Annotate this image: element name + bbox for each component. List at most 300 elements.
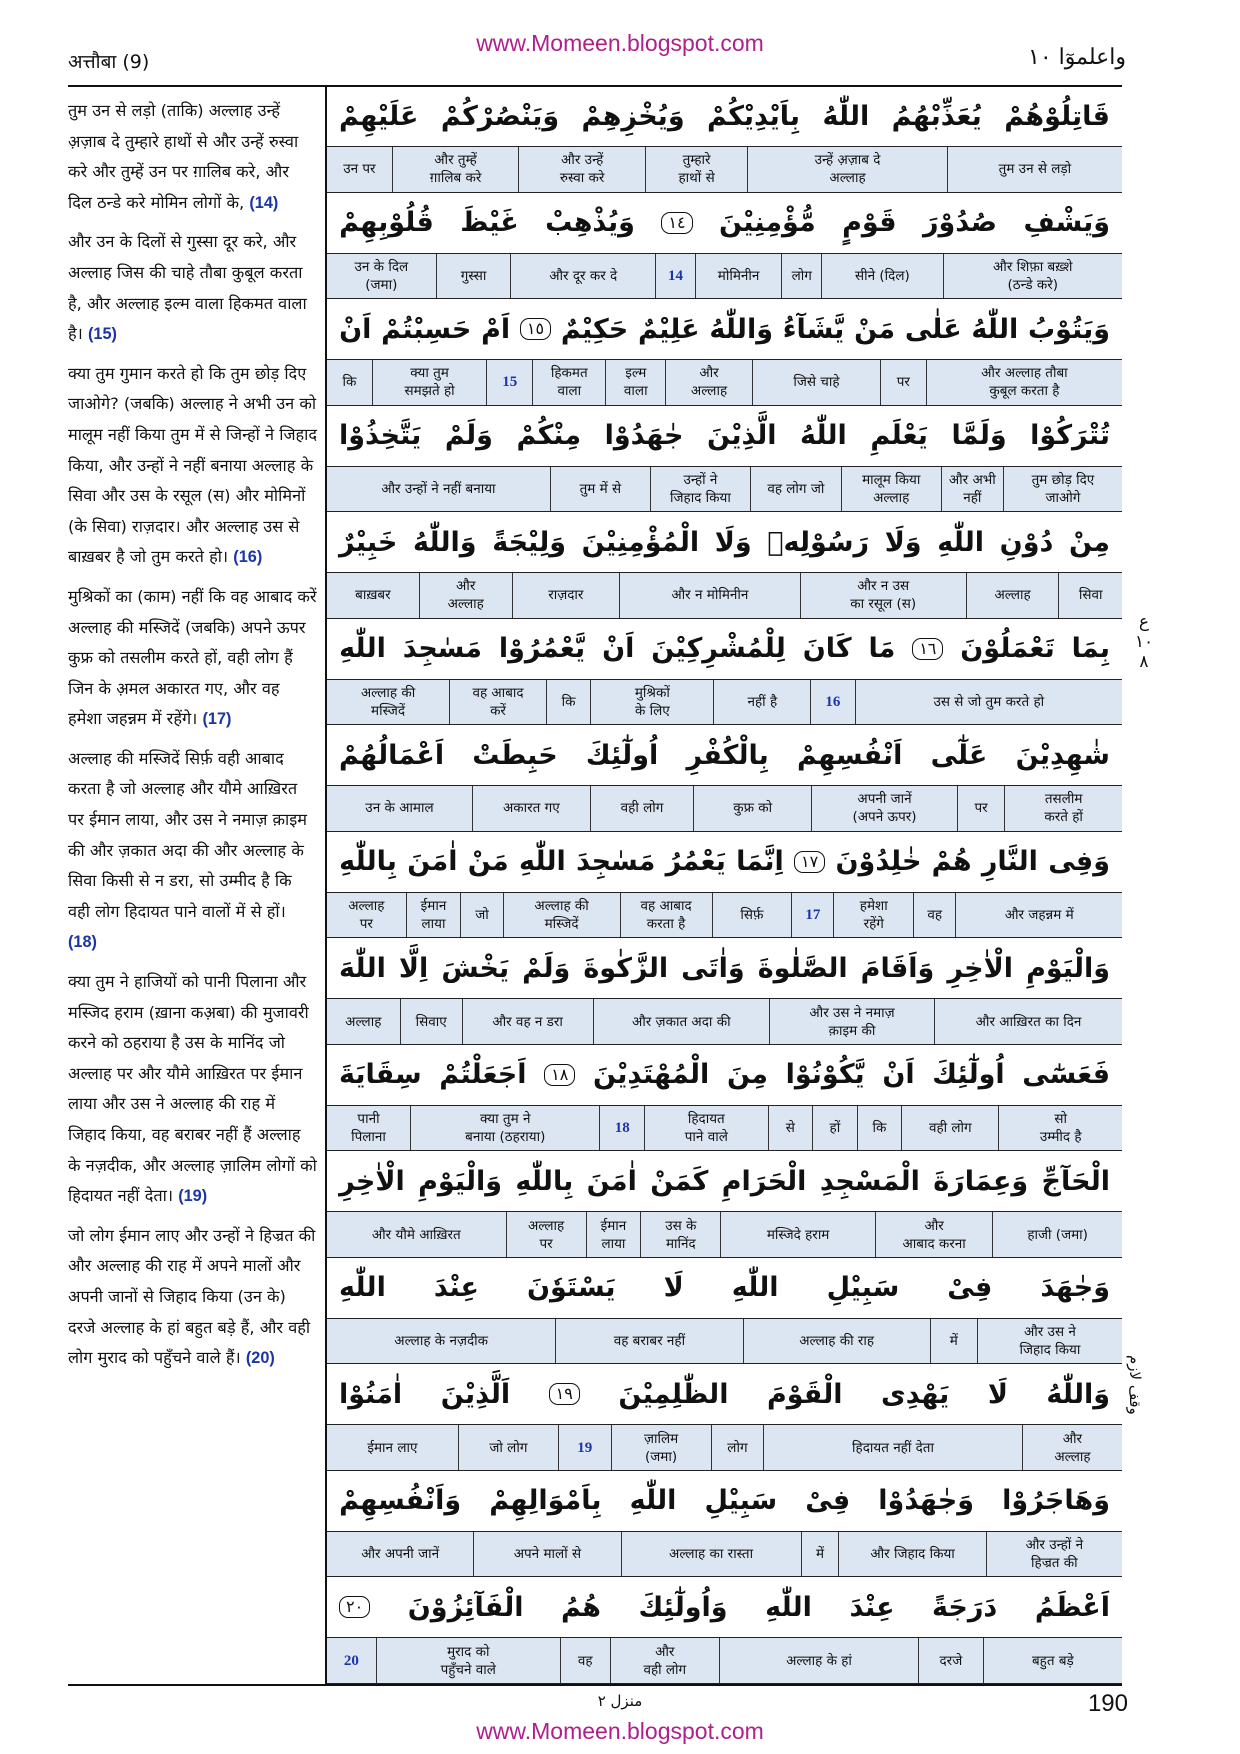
arabic-line bbox=[327, 1045, 1122, 1105]
arabic-word: كَمَنْ bbox=[650, 1165, 709, 1197]
translation-cell: और न मोमिनीन bbox=[619, 573, 800, 618]
translation-cell: और आबाद करना bbox=[875, 1212, 992, 1257]
arabic-word: فِىْ bbox=[947, 1272, 993, 1304]
word-translation-row bbox=[327, 998, 1122, 1045]
translation-cell: और अल्लाह bbox=[665, 360, 752, 405]
arabic-line bbox=[327, 512, 1122, 572]
translation-cell: लोग bbox=[711, 1425, 764, 1470]
arabic-line bbox=[327, 1151, 1122, 1211]
translation-text: क्या तुम गुमान करते हो कि तुम छोड़ दिए जाओगे? (जबकि) अल्लाह ने अभी उन को मालूम नहीं किया तुम में से जिन्हों ने जिहाद किया, और उन्हों ने नहीं बनाया अल्लाह के सिवा और उस के रसूल (स) और मोमिनों (के सिवा) राज़दार। और अल्लाह उस से बाख़बर है जो तुम करते हो। bbox=[68, 363, 318, 567]
translation-cell: अल्लाह की मस्जिदें bbox=[503, 893, 620, 938]
translation-cell: से bbox=[768, 1106, 813, 1151]
arabic-word: عِنْدَ bbox=[433, 1272, 479, 1304]
arabic-word: اللّٰهُ bbox=[971, 313, 1019, 345]
verse-number: (20) bbox=[245, 1349, 275, 1368]
translation-paragraph bbox=[68, 1221, 318, 1374]
translation-cell: और उन्हें रुस्वा करे bbox=[518, 147, 645, 192]
arabic-word: الَّذِيْنَ bbox=[707, 420, 777, 452]
arabic-word: اُولٰٓئِكَ bbox=[932, 1059, 1005, 1091]
translation-cell: अल्लाह के हां bbox=[719, 1638, 918, 1683]
arabic-word: وَيَشْفِ bbox=[1023, 207, 1110, 239]
arabic-word: حَكِيْمٌ bbox=[560, 313, 629, 345]
translation-cell: सिवा bbox=[1058, 573, 1122, 618]
translation-cell: अल्लाह पर bbox=[506, 1212, 586, 1257]
verse-line-block bbox=[327, 299, 1122, 406]
arabic-word: وَيَتُوْبُ bbox=[1027, 313, 1110, 345]
translation-cell: हिदायत पाने वाले bbox=[644, 1106, 768, 1151]
arabic-word: اللّٰهُ bbox=[800, 420, 847, 452]
arabic-word: يَعْمُرُ bbox=[665, 846, 726, 878]
verse-line-block bbox=[327, 1577, 1122, 1684]
arabic-word: وَالْيَوْمِ bbox=[418, 1165, 503, 1197]
arabic-word: عَلَيْهِمْ bbox=[339, 100, 419, 132]
arabic-line bbox=[327, 1364, 1122, 1424]
translation-cell: और ज़कात अदा की bbox=[593, 999, 770, 1044]
arabic-word: خَبِيْرٌ bbox=[339, 526, 398, 558]
word-translation-row bbox=[327, 1531, 1122, 1578]
translation-cell: ज़ालिम (जमा) bbox=[611, 1425, 711, 1470]
translation-cell: अल्लाह के नज़दीक bbox=[394, 1333, 488, 1350]
translation-cell: उस से जो तुम करते हो bbox=[855, 680, 1122, 725]
translation-column bbox=[68, 96, 318, 1383]
verse-line-block bbox=[327, 832, 1122, 939]
arabic-word: الْقَوْمَ bbox=[766, 1378, 843, 1410]
arabic-word: وَاَقَامَ bbox=[860, 952, 935, 984]
arabic-word: يَخْشَ bbox=[441, 952, 510, 984]
translation-cell: वही लोग bbox=[901, 1106, 998, 1151]
verse-number: (14) bbox=[249, 193, 279, 212]
arabic-word: وَلَمَّا bbox=[951, 420, 1007, 452]
arabic-word: الظّٰلِمِيْنَ bbox=[618, 1378, 729, 1410]
verse-line-block bbox=[327, 1471, 1122, 1578]
arabic-line bbox=[327, 299, 1122, 359]
translation-cell: उस के मानिंद bbox=[640, 1212, 720, 1257]
arabic-word: عِنْدَ bbox=[849, 1591, 895, 1623]
translation-cell: ईमान लाया bbox=[586, 1212, 641, 1257]
translation-cell: हाजी (जमा) bbox=[992, 1212, 1122, 1257]
arabic-word: يَتَّخِذُوْا bbox=[339, 420, 422, 452]
arabic-line bbox=[327, 1471, 1122, 1531]
translation-cell: और जिहाद किया bbox=[838, 1532, 985, 1577]
word-translation-row bbox=[327, 466, 1122, 513]
translation-cell: उन पर bbox=[343, 161, 376, 178]
arabic-word: اَنْ bbox=[882, 1059, 915, 1091]
arabic-word: وَلَمْ bbox=[444, 420, 493, 452]
word-translation-row bbox=[327, 359, 1122, 406]
arabic-word: اَنْ bbox=[602, 633, 635, 665]
translation-cell: उन के दिल (जमा) bbox=[354, 258, 409, 293]
translation-cell: और उन्हों ने हिज्रत की bbox=[986, 1532, 1122, 1577]
translation-cell: क्या तुम समझते हो bbox=[372, 360, 486, 405]
arabic-word: وَلَا bbox=[714, 526, 752, 558]
word-translation-row bbox=[327, 253, 1122, 300]
translation-cell: अपने मालों से bbox=[473, 1532, 620, 1577]
arabic-word: وَجٰهَدُوْا bbox=[878, 1485, 974, 1517]
arabic-word: اَلَّذِيْنَ bbox=[440, 1378, 511, 1410]
arabic-word: مَنْ bbox=[467, 846, 509, 878]
word-translation-row bbox=[327, 892, 1122, 939]
arabic-word: اِلَّا bbox=[398, 952, 429, 984]
arabic-word: اللّٰهِ bbox=[339, 633, 386, 665]
translation-text: मुश्रिकों का (काम) नहीं कि वह आबाद करें अल्लाह की मस्जिदें (जबकि) अपने ऊपर कुफ्र को तसलीम करते हों, वही लोग हैं जिन के अ़मल अकारत गए, और वह हमेशा जहन्नम में रहेंगे। bbox=[68, 586, 317, 729]
translation-cell: में bbox=[801, 1532, 839, 1577]
translation-cell: और न उस का रसूल (स) bbox=[800, 573, 966, 618]
arabic-word: تُتْرَكُوْا bbox=[1030, 420, 1110, 452]
arabic-word: اٰمَنَ bbox=[586, 1165, 637, 1197]
translation-cell: सिर्फ़ bbox=[712, 893, 792, 938]
arabic-word: لَا bbox=[663, 1272, 684, 1304]
arabic-word: اَعْظَمُ bbox=[1034, 1591, 1110, 1623]
arabic-word: غَيْظَ bbox=[460, 207, 519, 239]
arabic-word: عَلٰى bbox=[904, 313, 962, 345]
word-by-word-grid bbox=[327, 86, 1122, 1684]
arabic-word: صُدُوْرَ bbox=[922, 207, 997, 239]
verse-number: (18) bbox=[68, 933, 97, 952]
translation-cell: हिकमत वाला bbox=[532, 360, 605, 405]
translation-cell: सीने (दिल) bbox=[821, 254, 942, 299]
arabic-word: بِاللّٰهِ bbox=[339, 846, 397, 878]
translation-paragraph bbox=[68, 744, 318, 958]
arabic-word: الصَّلٰوةَ bbox=[757, 952, 848, 984]
verse-line-block bbox=[327, 619, 1122, 726]
arabic-word: مِنْكُمْ bbox=[516, 420, 582, 452]
arabic-word: مَسٰجِدَ bbox=[402, 633, 482, 665]
arabic-word: جٰهَدُوْا bbox=[604, 420, 684, 452]
arabic-line bbox=[327, 1258, 1122, 1318]
arabic-line bbox=[327, 619, 1122, 679]
translation-cell: अल्लाह bbox=[345, 1013, 382, 1030]
arabic-word: الْمَسْجِدِ bbox=[819, 1165, 920, 1197]
arabic-word: يَّشَآءُ bbox=[782, 313, 845, 345]
arabic-word: وَالْيَوْمِ bbox=[1026, 952, 1110, 984]
arabic-word: حَبِطَتْ bbox=[472, 739, 558, 771]
translation-cell: अकारत गए bbox=[472, 786, 590, 831]
translation-cell: वह आबाद करें bbox=[449, 680, 546, 725]
bottom-rule bbox=[68, 1684, 1122, 1686]
translation-paragraph bbox=[68, 96, 318, 218]
translation-cell: और शिफ़ा बख़्शे (ठन्डे करे) bbox=[943, 254, 1122, 299]
arabic-word: فَعَسٰٓى bbox=[1022, 1059, 1110, 1091]
arabic-word: عَلٰٓى bbox=[930, 739, 988, 771]
ayah-number-marker: ١٤ bbox=[661, 212, 692, 234]
verse-number-cell: 14 bbox=[655, 254, 695, 299]
translation-cell: तुम छोड़ दिए जाओगे bbox=[1003, 467, 1122, 512]
arabic-word: وَيُخْزِهِمْ bbox=[581, 100, 685, 132]
translation-cell: नहीं है bbox=[713, 680, 810, 725]
verse-line-block bbox=[327, 1151, 1122, 1258]
arabic-word: سَبِيْلِ bbox=[704, 1485, 778, 1517]
arabic-word: وَيَنْصُرْكُمْ bbox=[440, 100, 560, 132]
arabic-word: مُّؤْمِنِيْنَ bbox=[719, 207, 816, 239]
translation-paragraph bbox=[68, 359, 318, 573]
translation-cell: और अभी नहीं bbox=[941, 467, 1003, 512]
arabic-word: اُولٰٓئِكَ bbox=[585, 739, 659, 771]
arabic-word: وَلِيْجَةً bbox=[492, 526, 566, 558]
arabic-word: النَّارِ bbox=[981, 846, 1038, 878]
arabic-word: سَبِيْلِ bbox=[826, 1272, 900, 1304]
verse-number-cell: 20 bbox=[343, 1652, 359, 1669]
translation-cell: जिसे चाहे bbox=[752, 360, 880, 405]
word-translation-row bbox=[327, 1211, 1122, 1258]
arabic-word: يَعْلَمِ bbox=[870, 420, 928, 452]
arabic-word: وَاٰتَى bbox=[681, 952, 745, 984]
verse-line-block bbox=[327, 1045, 1122, 1152]
translation-cell: बहुत बड़े bbox=[983, 1638, 1122, 1683]
arabic-word: اللّٰهِ bbox=[937, 526, 985, 558]
translation-cell: और यौमे आख़िरत bbox=[371, 1226, 461, 1243]
translation-cell: अल्लाह bbox=[966, 573, 1059, 618]
arabic-word: قُلُوْبِهِمْ bbox=[339, 207, 434, 239]
arabic-word: وَاللّٰهُ bbox=[1046, 1378, 1110, 1410]
translation-cell: और उस ने नमाज़ क़ाइम की bbox=[769, 999, 934, 1044]
arabic-word: مِنْ bbox=[1068, 526, 1110, 558]
translation-cell: ईमान लाया bbox=[406, 893, 461, 938]
translation-cell: दरजे bbox=[918, 1638, 983, 1683]
arabic-word: وَاللّٰهُ bbox=[413, 526, 477, 558]
verse-number-cell: 17 bbox=[791, 893, 833, 938]
arabic-word: اللّٰهَ bbox=[339, 952, 386, 984]
arabic-word: وَيُذْهِبْ bbox=[545, 207, 635, 239]
translation-cell: और अल्लाह bbox=[1022, 1425, 1122, 1470]
arabic-word: اللّٰهِ bbox=[765, 1591, 812, 1623]
verse-line-block bbox=[327, 193, 1122, 300]
arabic-word: وَلَمْ bbox=[522, 952, 571, 984]
ayah-number-marker: ٢٠ bbox=[339, 1596, 370, 1618]
word-translation-row bbox=[327, 146, 1122, 193]
arabic-word: اِنَّمَا bbox=[736, 846, 784, 878]
arabic-word: الْفَآئِزُوْنَ bbox=[407, 1591, 524, 1623]
translation-text: और उन के दिलों से गुस्सा दूर करे, और अल्लाह जिस की चाहे तौबा कुबूल करता है, और अल्लाह इल्म वाला हिकमत वाला है। bbox=[68, 232, 307, 344]
translation-cell: और उन्हों ने नहीं बनाया bbox=[381, 480, 496, 497]
translation-cell: और दूर कर दे bbox=[510, 254, 655, 299]
arabic-word: رَسُوْلِهٖ bbox=[767, 526, 870, 558]
translation-cell: वह bbox=[560, 1638, 610, 1683]
arabic-word: بِمَا bbox=[1071, 633, 1110, 665]
translation-cell: और आख़िरत का दिन bbox=[934, 999, 1122, 1044]
arabic-word: بِاللّٰهِ bbox=[515, 1165, 574, 1197]
translation-cell: पानी पिलाना bbox=[351, 1111, 386, 1146]
arabic-word: تَعْمَلُوْنَ bbox=[960, 633, 1055, 665]
translation-cell: में bbox=[930, 1319, 977, 1364]
arabic-word: وَاللّٰهُ bbox=[709, 313, 773, 345]
translation-cell: पर bbox=[880, 360, 926, 405]
verse-line-block bbox=[327, 725, 1122, 832]
page-number: 190 bbox=[1087, 1690, 1128, 1717]
arabic-word: يَّعْمُرُوْا bbox=[498, 633, 586, 665]
verse-line-block bbox=[327, 86, 1122, 193]
translation-cell: क्या तुम ने बनाया (ठहराया) bbox=[410, 1106, 599, 1151]
arabic-line bbox=[327, 86, 1122, 146]
arabic-word: اَنْفُسِهِمْ bbox=[797, 739, 903, 771]
translation-cell: तसलीम करते हों bbox=[1004, 786, 1122, 831]
arabic-word: قَاتِلُوْهُمْ bbox=[1004, 100, 1110, 132]
translation-text: क्या तुम ने हाजियों को पानी पिलाना और मस्जिद हराम (ख़ाना कअ़बा) की मुजावरी करने को ठहराया है उस के मानिंद जो अल्लाह पर और यौमे आख़िरत पर ईमान लाया और उस ने अल्लाह की राह में जिहाद किया, वह बराबर नहीं हैं अल्लाह के नज़दीक, और अल्लाह ज़ालिम लोगों को हिदायत नहीं देता। bbox=[68, 972, 317, 1206]
translation-cell: अल्लाह की मस्जिदें bbox=[360, 684, 416, 719]
arabic-word: لَا bbox=[987, 1378, 1008, 1410]
translation-cell: मोमिनीन bbox=[695, 254, 781, 299]
translation-cell: इल्म वाला bbox=[605, 360, 665, 405]
translation-cell: वह आबाद करता है bbox=[620, 893, 712, 938]
word-translation-row bbox=[327, 1105, 1122, 1152]
arabic-word: اللّٰهِ bbox=[339, 1272, 386, 1304]
verse-number: (19) bbox=[178, 1187, 208, 1206]
translation-cell: अल्लाह का रास्ता bbox=[621, 1532, 801, 1577]
translation-cell: वही लोग bbox=[590, 786, 694, 831]
translation-cell: और अल्लाह bbox=[419, 573, 512, 618]
verse-line-block bbox=[327, 512, 1122, 619]
arabic-word: عَلِيْمٌ bbox=[637, 313, 700, 345]
arabic-word: الْحَآجِّ bbox=[1041, 1165, 1110, 1197]
arabic-word: اللّٰهُ bbox=[822, 100, 870, 132]
translation-cell: वह बराबर नहीं bbox=[555, 1319, 742, 1364]
word-translation-row bbox=[327, 785, 1122, 832]
arabic-word: دَرَجَةً bbox=[932, 1591, 998, 1623]
arabic-word: خٰلِدُوْنَ bbox=[835, 846, 922, 878]
translation-cell: और वह न डरा bbox=[462, 999, 593, 1044]
arabic-word: اٰمَنُوْا bbox=[339, 1378, 403, 1410]
arabic-word: فِىْ bbox=[805, 1485, 851, 1517]
arabic-word: حَسِبْتُمْ bbox=[381, 313, 472, 345]
arabic-word: وَهَاجَرُوْا bbox=[1002, 1485, 1110, 1517]
translation-cell: और अल्लाह तौबा कुबूल करता है bbox=[926, 360, 1122, 405]
arabic-word: اَنْ bbox=[339, 313, 372, 345]
ayah-number-marker: ١٨ bbox=[544, 1064, 575, 1086]
arabic-word: وَعِمَارَةَ bbox=[933, 1165, 1029, 1197]
translation-cell: कि bbox=[342, 374, 357, 391]
arabic-word: سِقَايَةَ bbox=[339, 1059, 422, 1091]
arabic-word: الْاٰخِرِ bbox=[339, 1165, 405, 1197]
arabic-word: يَهْدِى bbox=[881, 1378, 950, 1410]
ayah-number-marker: ١٦ bbox=[912, 638, 943, 660]
translation-cell: और वही लोग bbox=[610, 1638, 719, 1683]
arabic-word: يَسْتَوٗنَ bbox=[526, 1272, 616, 1304]
manzil-label: منزل ٢ bbox=[597, 1692, 643, 1710]
arabic-word: هُمْ bbox=[931, 846, 972, 878]
translation-cell: हों bbox=[812, 1106, 857, 1151]
arabic-line bbox=[327, 938, 1122, 998]
translation-cell: हिदायत नहीं देता bbox=[763, 1425, 1022, 1470]
translation-text: जो लोग ईमान लाए और उन्हों ने हिज्रत की और अल्लाह की राह में अपने मालों और अपनी जानों से जिहाद किया (उन के) दरजे अल्लाह के हां बहुत बड़े हैं, और वही लोग मुराद को पहुँचने वाले हैं। bbox=[68, 1225, 316, 1368]
translation-cell: जो bbox=[460, 893, 502, 938]
arabic-line bbox=[327, 725, 1122, 785]
ayah-number-marker: ١٥ bbox=[520, 318, 551, 340]
ayah-number-marker: ١٧ bbox=[794, 851, 825, 873]
arabic-word: شٰهِدِيْنَ bbox=[1015, 739, 1110, 771]
translation-cell: वह bbox=[913, 893, 955, 938]
verse-number: (15) bbox=[88, 325, 117, 344]
arabic-word: الْحَرَامِ bbox=[721, 1165, 807, 1197]
verse-line-block bbox=[327, 406, 1122, 513]
arabic-line bbox=[327, 1577, 1122, 1637]
arabic-word: وَاُولٰٓئِكَ bbox=[638, 1591, 728, 1623]
arabic-word: بِاَمْوَالِهِمْ bbox=[489, 1485, 602, 1517]
translation-cell: कुफ्र को bbox=[693, 786, 811, 831]
arabic-word: الْمُؤْمِنِيْنَ bbox=[581, 526, 700, 558]
arabic-word: الْاٰخِرِ bbox=[947, 952, 1014, 984]
verse-number: (17) bbox=[202, 710, 232, 729]
arabic-word: مَنْ bbox=[854, 313, 896, 345]
arabic-word: اللّٰهِ bbox=[731, 1272, 779, 1304]
translation-cell: ईमान लाए bbox=[367, 1439, 418, 1456]
verse-number-cell: 15 bbox=[486, 360, 532, 405]
verse-line-block bbox=[327, 1258, 1122, 1365]
arabic-word: قَوْمٍ bbox=[842, 207, 897, 239]
translation-cell: अल्लाह की राह bbox=[743, 1319, 930, 1364]
arabic-word: الزَّكٰوةَ bbox=[583, 952, 669, 984]
translation-cell: तुम में से bbox=[550, 467, 650, 512]
ayah-number-marker: ١٩ bbox=[549, 1383, 580, 1405]
arabic-word: هُمُ bbox=[561, 1591, 601, 1623]
translation-text: तुम उन से लड़ो (ताकि) अल्लाह उन्हें अ़ज़ाब दे तुम्हारे हाथों से और उन्हें रुस्वा करे और तुम्हें उन पर ग़ालिब करे, और दिल ठन्डे करे मोमिन लोगों के, bbox=[68, 101, 299, 212]
translation-paragraph bbox=[68, 227, 318, 349]
translation-cell: तुम उन से लड़ो bbox=[947, 147, 1122, 192]
arabic-word: بِاَيْدِيْكُمْ bbox=[707, 100, 801, 132]
arabic-line bbox=[327, 406, 1122, 466]
juz-header: واعلموٓا ١٠ bbox=[1028, 45, 1126, 70]
arabic-word: كَانَ bbox=[802, 633, 852, 665]
arabic-word: دُوْنِ bbox=[999, 526, 1054, 558]
waqf-marker: وقف لازم bbox=[1126, 1355, 1144, 1415]
arabic-line bbox=[327, 193, 1122, 253]
translation-cell: और उस ने जिहाद किया bbox=[977, 1319, 1122, 1364]
translation-cell: अपनी जानें (अपने ऊपर) bbox=[811, 786, 957, 831]
word-translation-row bbox=[327, 1318, 1122, 1365]
translation-paragraph bbox=[68, 967, 318, 1212]
arabic-word: يُعَذِّبْهُمُ bbox=[891, 100, 982, 132]
translation-cell: उन के आमाल bbox=[365, 800, 434, 817]
word-translation-row bbox=[327, 1637, 1122, 1684]
arabic-word: وَاَنْفُسِهِمْ bbox=[339, 1485, 462, 1517]
arabic-word: اللّٰهِ bbox=[519, 846, 566, 878]
arabic-word: اٰمَنَ bbox=[407, 846, 458, 878]
translation-paragraph bbox=[68, 582, 318, 735]
verse-line-block bbox=[327, 1364, 1122, 1471]
arabic-line bbox=[327, 832, 1122, 892]
translation-cell: मालूम किया अल्लाह bbox=[841, 467, 941, 512]
verse-number-cell: 18 bbox=[599, 1106, 644, 1151]
translation-cell: उन्हें अ़ज़ाब दे अल्लाह bbox=[747, 147, 947, 192]
arabic-word: يَّكُوْنُوْا bbox=[785, 1059, 865, 1091]
arabic-word: مَسٰجِدَ bbox=[576, 846, 656, 878]
arabic-word: مِنَ bbox=[726, 1059, 768, 1091]
translation-cell: और जहन्नम में bbox=[955, 893, 1122, 938]
verse-line-block bbox=[327, 938, 1122, 1045]
verse-number-cell: 19 bbox=[558, 1425, 611, 1470]
word-translation-row bbox=[327, 679, 1122, 726]
site-url-top[interactable]: www.Momeen.blogspot.com bbox=[476, 30, 764, 56]
translation-cell: लोग bbox=[781, 254, 821, 299]
arabic-word: وَلَا bbox=[884, 526, 922, 558]
translation-cell: कि bbox=[546, 680, 590, 725]
arabic-word: اَمْ bbox=[481, 313, 511, 345]
translation-cell: मस्जिदे हराम bbox=[720, 1212, 875, 1257]
translation-cell: बाख़बर bbox=[355, 587, 391, 604]
verse-number: (16) bbox=[233, 548, 263, 567]
translation-cell: पर bbox=[957, 786, 1004, 831]
translation-cell: गुस्सा bbox=[436, 254, 511, 299]
site-url-bottom[interactable]: www.Momeen.blogspot.com bbox=[476, 1718, 764, 1744]
translation-cell: सिवाए bbox=[400, 999, 462, 1044]
arabic-word: الْمُهْتَدِيْنَ bbox=[592, 1059, 710, 1091]
arabic-word: لِلْمُشْرِكِيْنَ bbox=[651, 633, 786, 665]
arabic-word: اللّٰهِ bbox=[629, 1485, 677, 1517]
translation-cell: तुम्हारे हाथों से bbox=[645, 147, 747, 192]
translation-cell: अल्लाह पर bbox=[348, 897, 385, 932]
arabic-word: بِالْكُفْرِ bbox=[686, 739, 769, 771]
translation-cell: राज़दार bbox=[512, 573, 619, 618]
translation-cell: मुराद को पहुँचने वाले bbox=[376, 1638, 560, 1683]
verse-number-cell: 16 bbox=[810, 680, 854, 725]
